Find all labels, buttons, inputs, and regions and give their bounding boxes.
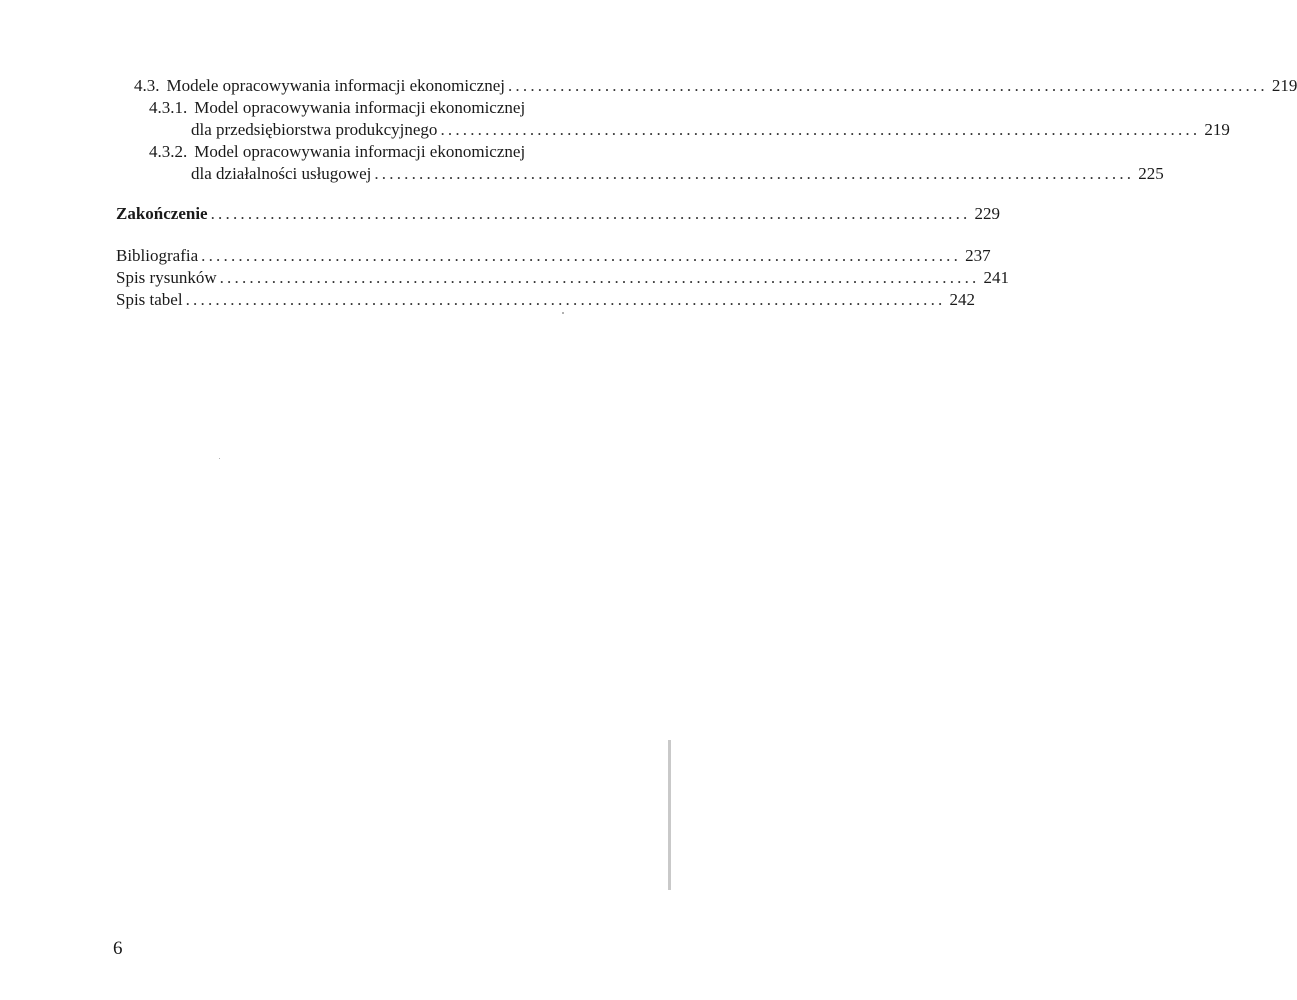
toc-entry-title-continued: dla przedsiębiorstwa produkcyjnego	[191, 120, 438, 139]
toc-entry-4-3	[134, 76, 1297, 96]
toc-entry-title: Model opracowywania informacji ekonomicznej	[194, 142, 526, 161]
page-number: 6	[113, 938, 123, 959]
toc-entry-spis-tabel	[116, 290, 975, 310]
dot-leader: ......................................................................................................	[201, 246, 962, 265]
toc-entry-page: 219	[1204, 120, 1230, 139]
toc-entry-title: Spis tabel	[116, 290, 183, 309]
toc-entry-4-3-2-line2	[191, 164, 1164, 184]
dot-leader: ......................................................................................................	[219, 268, 980, 287]
toc-entry-number: 4.3.1.	[149, 98, 188, 117]
toc-entry-title: Modele opracowywania informacji ekonomicznej	[166, 76, 505, 95]
toc-entry-number: 4.3.2.	[149, 142, 188, 161]
toc-entry-spis-rysunkow	[116, 268, 1010, 288]
dot-leader: ......................................................................................................	[210, 204, 971, 223]
toc-entry-page: 225	[1138, 164, 1164, 183]
scan-speck	[562, 312, 564, 314]
toc-entry-title: Spis rysunków	[116, 268, 217, 287]
dot-leader: ......................................................................................................	[374, 164, 1135, 183]
toc-entry-bibliografia	[116, 246, 991, 266]
toc-entry-title: Zakończenie	[116, 204, 208, 223]
toc-entry-title: Model opracowywania informacji ekonomicznej	[194, 98, 526, 117]
dot-leader: ......................................................................................................	[440, 120, 1201, 139]
toc-entry-number: 4.3.	[134, 76, 160, 95]
scan-edge	[668, 740, 671, 890]
toc-entry-page: 241	[983, 268, 1010, 287]
toc-entry-page: 229	[974, 204, 1001, 223]
dot-leader: ......................................................................................................	[185, 290, 946, 309]
toc-entry-zakonczenie	[116, 204, 1001, 224]
toc-entry-title: Bibliografia	[116, 246, 199, 265]
toc-entry-page: 219	[1271, 76, 1297, 95]
toc-entry-4-3-1-line1	[149, 98, 611, 118]
toc-entry-title-continued: dla działalności usługowej	[191, 164, 372, 183]
toc-entry-4-3-1-line2	[191, 120, 1230, 140]
toc-entry-page: 242	[949, 290, 975, 309]
toc-entry-page: 237	[965, 246, 991, 265]
scan-speck	[219, 458, 220, 459]
dot-leader: ......................................................................................................	[507, 76, 1268, 95]
toc-entry-4-3-2-line1	[149, 142, 611, 162]
